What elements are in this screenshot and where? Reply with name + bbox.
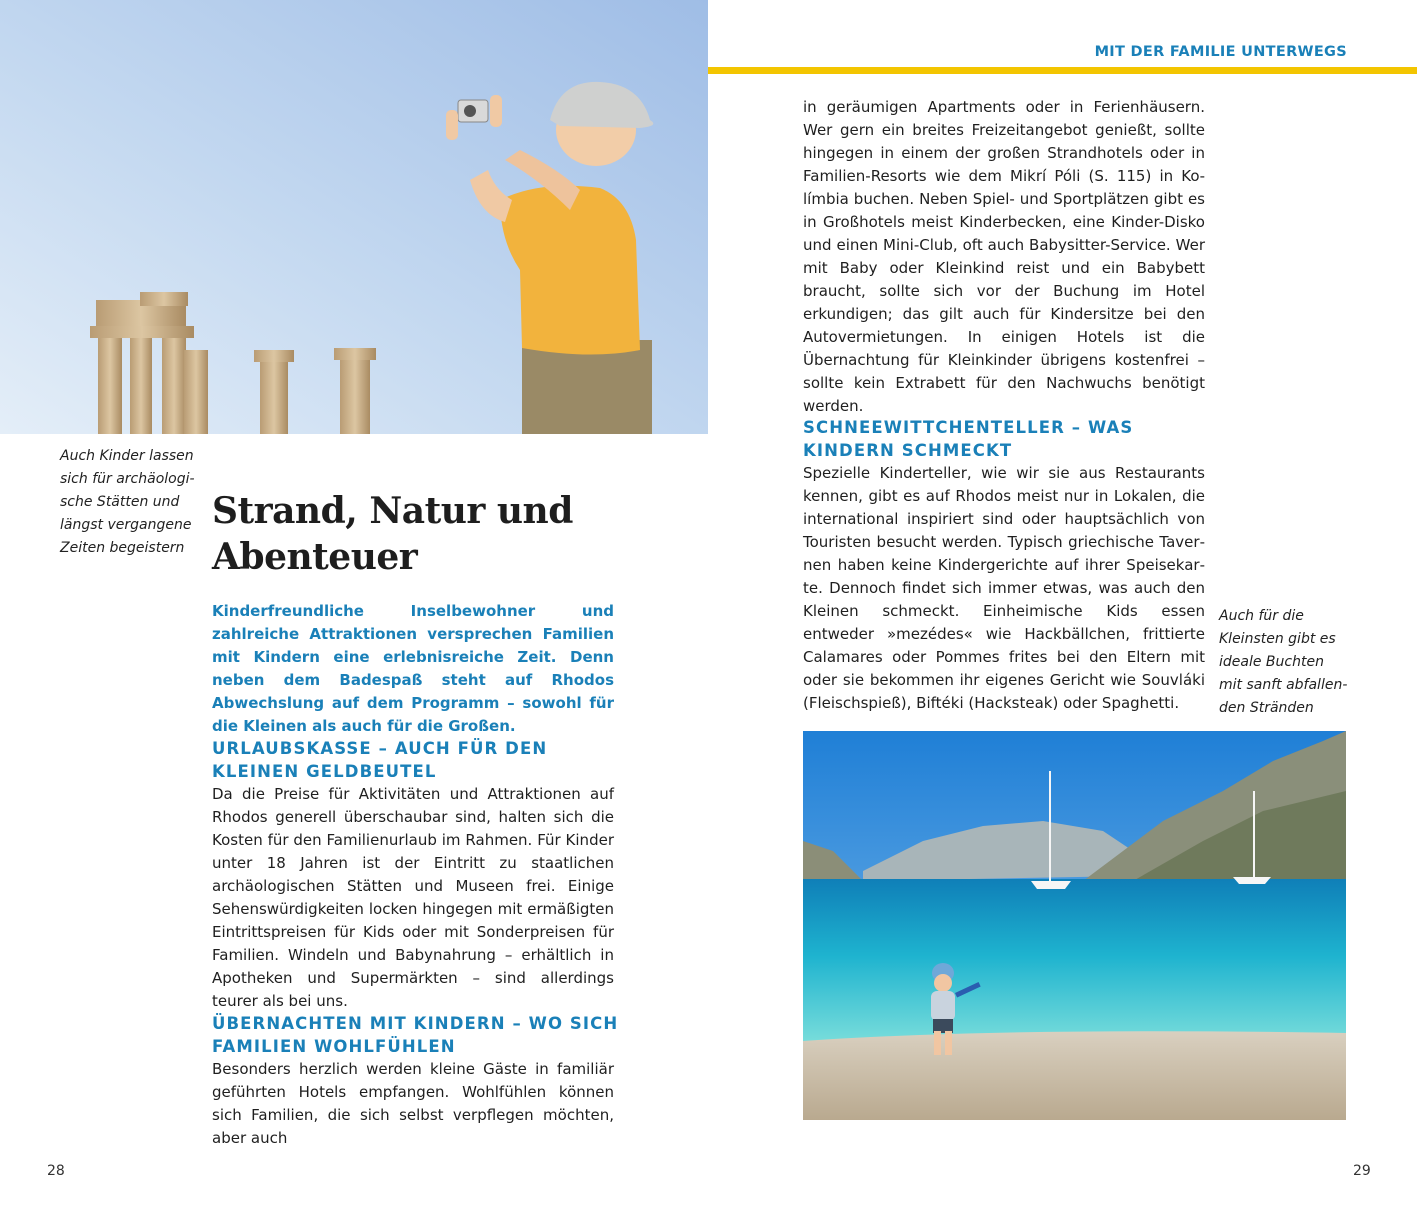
- section-text-apartments: in geräumigen Apartments oder in Ferienhäusern. Wer gern ein breites Freizeitangebot genießt, sollte hingegen in einem der großen Strandhotels oder in Familien-Resorts wie dem Mikrí Póli (S. 115) in Kolímbia buchen. Neben Spiel- und Sportplätzen gibt es in Großhotels meist Kinderbecken, eine Kinder-Disko und einen Mini-Club, oft auch Babysitter-Service. Wer mit Baby oder Kleinkind reist und ein Babybett braucht, sollte sich vor der Buchung im Hotel erkundigen; das gilt auch für Kindersitze bei den Autovermietungen. In einigen Hotels ist die Übernachtung für Kleinkinder übrigens kostenfrei – sollte kein Extrabett für den Nachwuchs benötigt werden.: [803, 98, 1205, 415]
- header-rule: [708, 67, 1417, 74]
- section-text-schneewittchenteller: Spezielle Kinderteller, wie wir sie aus Restaurants kennen, gibt es auf Rhodos meist nur in Lokalen, die international inspiriert sind oder hauptsächlich von Touristen besucht werden. Typisch griechische Tavernen haben keine Kindergerichte auf ihrer Speisekarte. Dennoch findet sich immer etwas, was auch den Kleinen schmeckt. Einheimische Kids essen entweder »mezédes« wie Hackbällchen, frittierte Calamares oder Pommes frites bei den Eltern mit oder sie bekommen ihr eigenes Gericht wie Souvláki (Fleischspieß), Biftéki (Hacksteak) oder Spaghetti.: [803, 464, 1205, 712]
- section-text-urlaubskasse: Da die Preise für Aktivitäten und Attraktionen auf Rhodos generell überschaubar sind, halten sich die Kosten für den Familienurlaub im Rahmen. Für Kinder unter 18 Jahren ist der Eintritt zu staatlichen archäologischen Stätten und Museen frei. Einige Sehenswürdigkeiten locken hingegen mit ermäßigten Eintrittspreisen für Kids oder mit Sonderpreisen für Familien. Windeln und Babynahrung – erhältlich in Apotheken und Supermärkten – sind allerdings teurer als bei uns.: [212, 785, 614, 1010]
- lead-paragraph: Kinderfreundliche Inselbewohner und zahlreiche Attraktionen versprechen Familien mit Kindern eine erlebnisreiche Zeit. Denn neben dem Badespaß steht auf Rhodos Abwechslung auf dem Programm – sowohl für die Kleinen als auch für die Großen.: [212, 602, 614, 735]
- photo-caption-left: Auch Kinder lassen sich für archäologische Stätten und längst vergangene Zeiten begeistern: [60, 448, 195, 556]
- section-heading-uebernachten: ÜBERNACHTEN MIT KINDERN – WO SICH FAMILIEN WOHLFÜHLEN: [212, 1014, 619, 1056]
- section-heading-schneewittchenteller: SCHNEEWITTCHENTELLER – WAS KINDERN SCHMECKT: [803, 418, 1134, 460]
- section-text-uebernachten: Besonders herzlich werden kleine Gäste in familiär geführten Hotels empfangen. Wohlfühlen können sich Familien, die sich selbst verpflegen möchten, aber auch: [212, 1060, 614, 1147]
- article-title: Strand, Natur und Abenteuer: [212, 490, 573, 578]
- section-heading-urlaubskasse: URLAUBSKASSE – AUCH FÜR DEN KLEINEN GELDBEUTEL: [212, 739, 548, 781]
- photo-child-at-beach: [803, 731, 1346, 1120]
- page-number-right: 29: [1353, 1163, 1371, 1179]
- photo-child-with-camera: [0, 0, 708, 434]
- running-header: MIT DER FAMILIE UNTERWEGS: [1094, 44, 1347, 60]
- photo-child-camera-ruins-icon: [0, 0, 708, 434]
- photo-child-beach-bay-icon: [803, 731, 1346, 1120]
- photo-caption-right: Auch für die Kleinsten gibt es ideale Buchten mit sanft abfallenden Stränden: [1219, 608, 1348, 716]
- page-number-left: 28: [47, 1163, 65, 1179]
